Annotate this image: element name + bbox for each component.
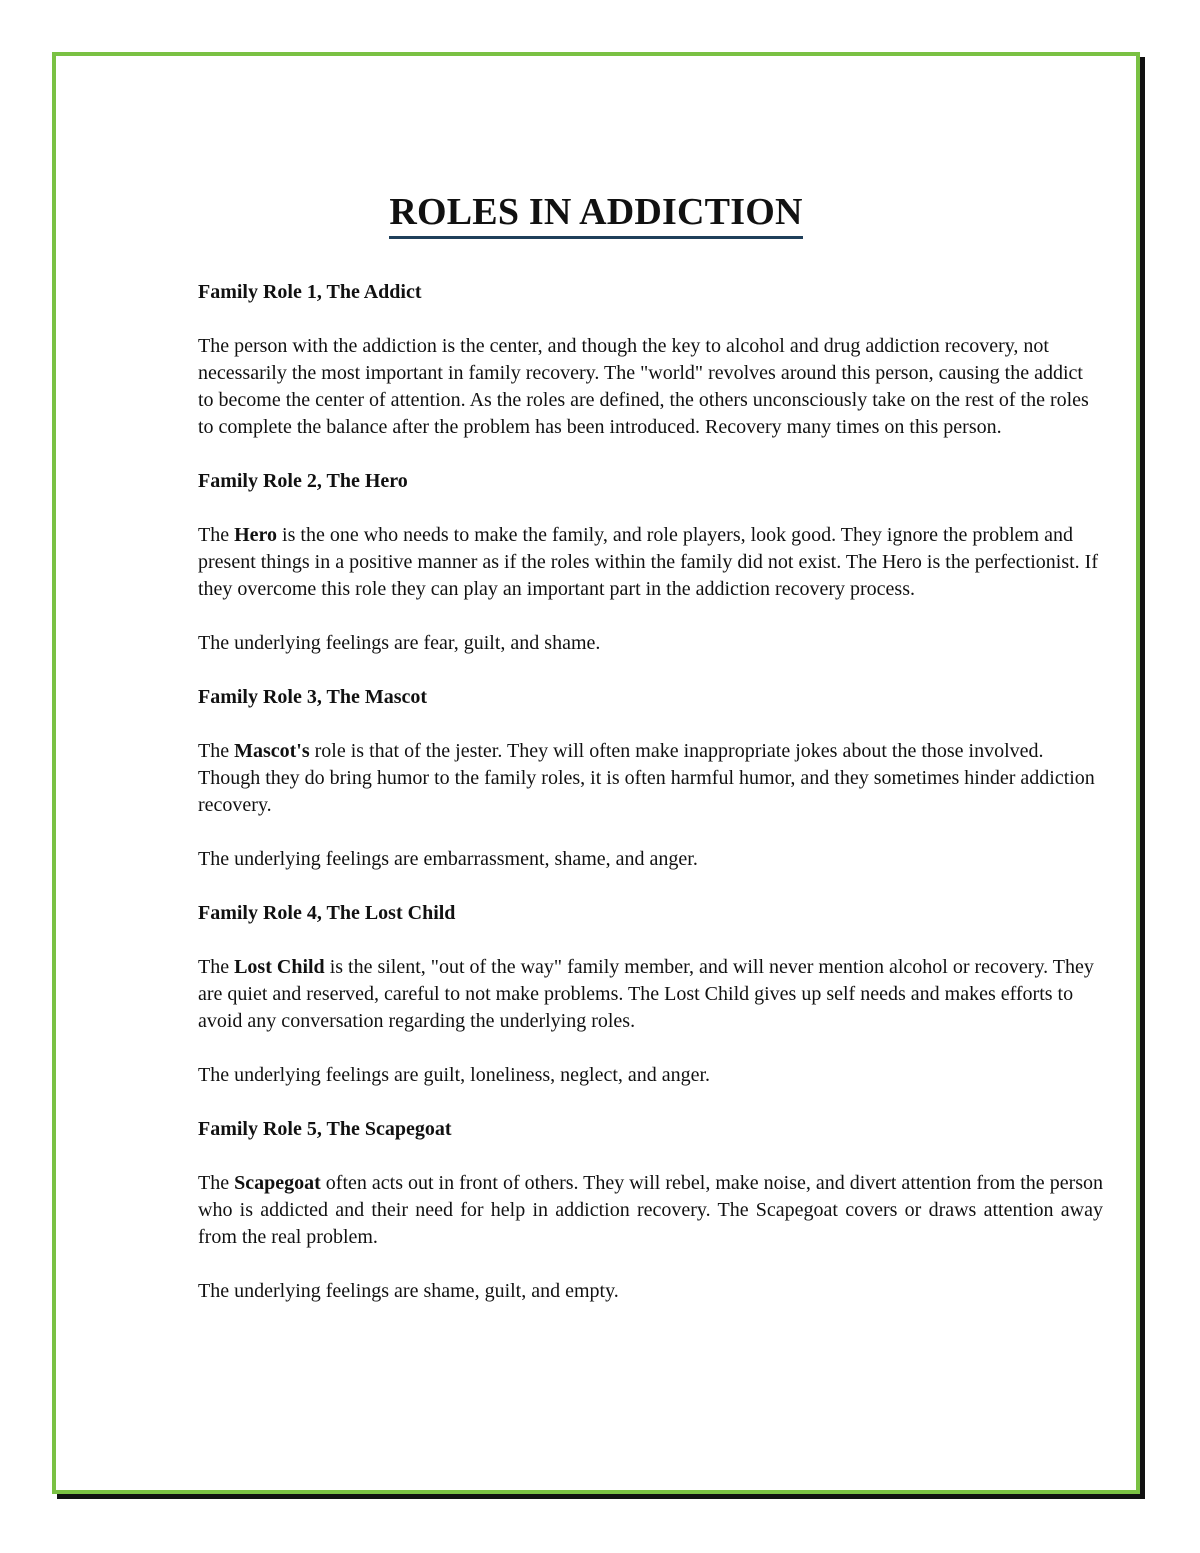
title-wrap [56, 190, 1136, 239]
section-feelings-lost-child: The underlying feelings are guilt, loneliness, neglect, and anger. [198, 1064, 711, 1086]
section-body-lost-child [198, 954, 1103, 1035]
section-body-mascot [198, 738, 1103, 819]
section-body-hero [198, 522, 1103, 603]
section-heading-mascot: Family Role 3, The Mascot [198, 686, 428, 708]
section-heading-addict: Family Role 1, The Addict [198, 281, 422, 303]
section-body-scapegoat [198, 1170, 1103, 1251]
role-name-bold: Lost Child [234, 956, 325, 978]
section-feelings-hero: The underlying feelings are fear, guilt, and shame. [198, 632, 601, 654]
section-heading-scapegoat: Family Role 5, The Scapegoat [198, 1118, 452, 1140]
body-lead: The [198, 740, 235, 762]
body-rest: role is that of the jester. They will often make inappropriate jokes about the those involved. Though they do bring humor to the family roles, it is often harmful humor, and they sometimes hinder addiction recovery. [198, 740, 1095, 816]
section-feelings-mascot: The underlying feelings are embarrassment, shame, and anger. [198, 848, 698, 870]
body-rest: is the one who needs to make the family, and role players, look good. They ignore the problem and present things in a positive manner as if the roles within the family did not exist. The Hero is the perfectionist. If they overcome this role they can play an important part in the addiction recovery process. [198, 524, 1098, 600]
role-name-bold: Hero [234, 524, 278, 546]
page-frame [52, 52, 1140, 1494]
section-heading-lost-child: Family Role 4, The Lost Child [198, 902, 456, 924]
body-lead: The [198, 1172, 235, 1194]
body-rest: often acts out in front of others. They will rebel, make noise, and divert attention from the person who is addicted and their need for help in addiction recovery. The Scapegoat covers or draws attention away from the real problem. [198, 1172, 1104, 1248]
section-heading-hero: Family Role 2, The Hero [198, 470, 408, 492]
body-lead: The [198, 524, 235, 546]
body-lead: The [198, 956, 235, 978]
section-body-addict: The person with the addiction is the center, and though the key to alcohol and drug addiction recovery, not necessarily the most important in family recovery. The "world" revolves around this person, causing the addict to become the center of attention. As the roles are defined, the others unconsciously take on the rest of the roles to complete the balance after the problem has been introduced. Recovery many times on this person. [198, 335, 1089, 438]
body-rest: is the silent, "out of the way" family member, and will never mention alcohol or recovery. They are quiet and reserved, careful to not make problems. The Lost Child gives up self needs and makes efforts to avoid any conversation regarding the underlying roles. [198, 956, 1094, 1032]
document-body [198, 279, 1103, 1332]
page-title: ROLES IN ADDICTION [389, 190, 802, 239]
role-name-bold: Mascot's [234, 740, 310, 762]
section-feelings-scapegoat: The underlying feelings are shame, guilt, and empty. [198, 1280, 619, 1302]
role-name-bold: Scapegoat [234, 1172, 321, 1194]
